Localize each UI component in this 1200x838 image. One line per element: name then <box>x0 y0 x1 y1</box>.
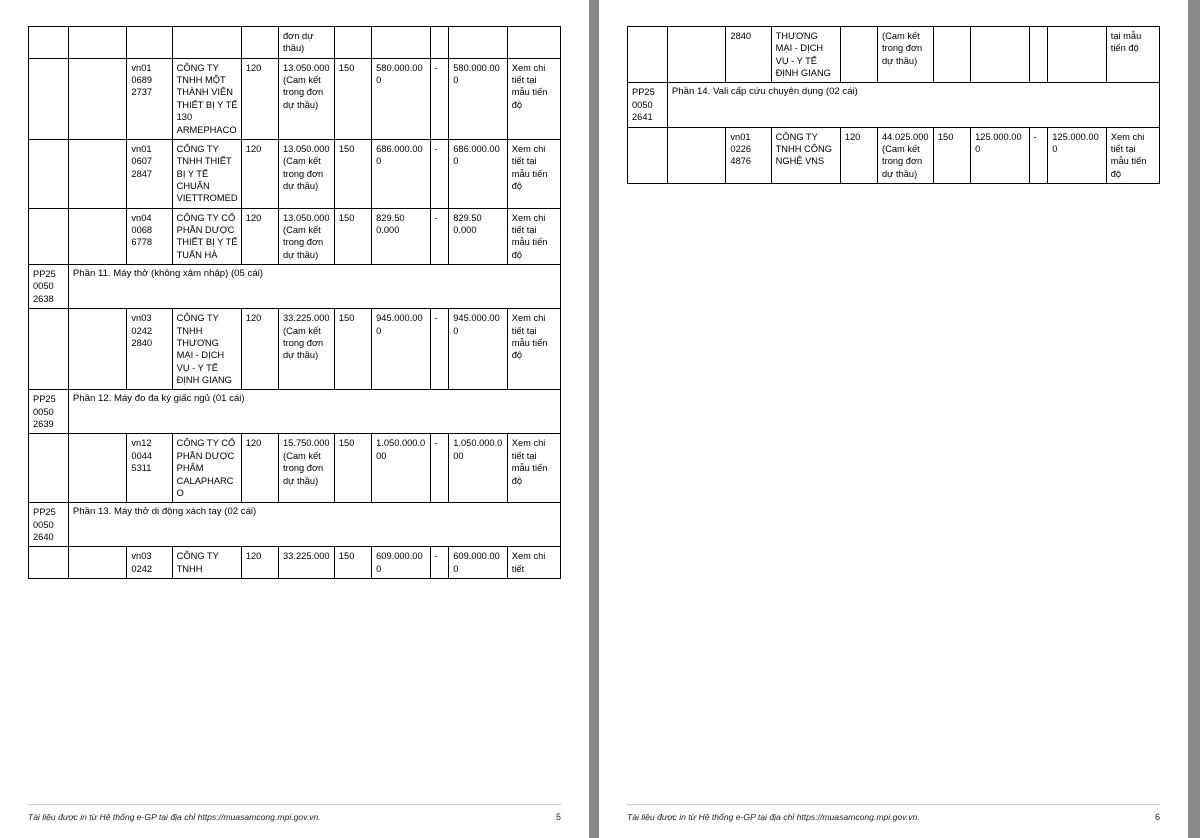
table-row <box>29 27 561 59</box>
cell-note: Xem chi tiết tại mẫu tiến độ <box>1106 127 1159 183</box>
cell-section <box>68 27 127 59</box>
cell-code: PP25 0050 2641 <box>628 83 668 127</box>
cell-section <box>68 434 127 503</box>
cell-dash <box>1029 27 1048 83</box>
cell-amount: 125.000.000 <box>971 127 1030 183</box>
table-row <box>29 139 561 208</box>
bid-results-table-page-6 <box>627 26 1160 184</box>
cell-days: 150 <box>933 127 970 183</box>
cell-note: tại mẫu tiến độ <box>1106 27 1159 83</box>
cell-section-title: Phần 13. Máy thở di động xách tay (02 cái) <box>68 503 560 547</box>
cell-qty: 120 <box>241 58 278 139</box>
cell-code: PP25 0050 2640 <box>29 503 69 547</box>
cell-qty: 120 <box>241 309 278 390</box>
cell-days: 150 <box>334 208 371 264</box>
page-number: 6 <box>1154 812 1160 822</box>
cell-code <box>29 434 69 503</box>
cell-total: 125.000.000 <box>1048 127 1107 183</box>
cell-supplier-name: CÔNG TY TNHH THƯƠNG MẠI - DỊCH VỤ - Y TẾ ĐỊNH GIANG <box>172 309 241 390</box>
cell-supplier-name: CÔNG TY TNHH THIẾT BỊ Y TẾ CHUẨN VIETTROMED <box>172 139 241 208</box>
footer-text: Tài liệu được in từ Hệ thống e-GP tại địa chỉ https://muasamcong.mpi.gov.vn. <box>28 812 321 822</box>
cell-unit-price: 13.050.000 (Cam kết trong đơn dự thầu) <box>279 208 335 264</box>
cell-supplier-code: vn01 0226 4876 <box>726 127 771 183</box>
cell-days <box>334 27 371 59</box>
cell-total: 609.000.000 <box>449 547 508 579</box>
cell-unit-price: 44.025.000 (Cam kết trong đơn dự thầu) <box>878 127 934 183</box>
table-section-row <box>29 390 561 434</box>
cell-section <box>68 139 127 208</box>
cell-days: 150 <box>334 309 371 390</box>
cell-amount: 945.000.000 <box>372 309 431 390</box>
cell-total: 829.50 0.000 <box>449 208 508 264</box>
page-footer <box>627 804 1160 822</box>
cell-days: 150 <box>334 434 371 503</box>
table-row <box>628 27 1160 83</box>
cell-code <box>628 127 668 183</box>
cell-qty <box>241 27 278 59</box>
table-section-row <box>29 503 561 547</box>
cell-qty: 120 <box>241 434 278 503</box>
cell-qty <box>840 27 877 83</box>
cell-note: Xem chi tiết tại mẫu tiến độ <box>507 309 560 390</box>
cell-note: Xem chi tiết tại mẫu tiến độ <box>507 208 560 264</box>
cell-total <box>449 27 508 59</box>
cell-total: 1.050.000.000 <box>449 434 508 503</box>
cell-note: Xem chi tiết tại mẫu tiến độ <box>507 434 560 503</box>
cell-unit-price: 33.225.000 <box>279 547 335 579</box>
cell-code <box>29 309 69 390</box>
cell-section-title: Phần 11. Máy thở (không xâm nhập) (05 cái) <box>68 265 560 309</box>
cell-supplier-code: vn01 0607 2847 <box>127 139 172 208</box>
cell-dash <box>430 27 449 59</box>
cell-code <box>29 208 69 264</box>
cell-supplier-code <box>127 27 172 59</box>
cell-days <box>933 27 970 83</box>
cell-dash: - <box>430 434 449 503</box>
cell-amount: 580.000.000 <box>372 58 431 139</box>
cell-qty: 120 <box>241 139 278 208</box>
cell-note <box>507 27 560 59</box>
table-row <box>29 547 561 579</box>
cell-supplier-name: CÔNG TY CỔ PHẦN DƯỢC THIẾT BỊ Y TẾ TUẤN HÀ <box>172 208 241 264</box>
page-number: 5 <box>555 812 561 822</box>
cell-code: PP25 0050 2639 <box>29 390 69 434</box>
cell-total <box>1048 27 1107 83</box>
cell-unit-price: 15.750.000 (Cam kết trong đơn dự thầu) <box>279 434 335 503</box>
table-section-row <box>628 83 1160 127</box>
cell-supplier-name: CÔNG TY TNHH <box>172 547 241 579</box>
cell-unit-price: 33.225.000 (Cam kết trong đơn dự thầu) <box>279 309 335 390</box>
table-row <box>29 58 561 139</box>
cell-code <box>628 27 668 83</box>
cell-dash: - <box>430 309 449 390</box>
cell-section <box>68 309 127 390</box>
cell-code <box>29 58 69 139</box>
cell-amount: 609.000.000 <box>372 547 431 579</box>
cell-unit-price: 13.050.000 (Cam kết trong đơn dự thầu) <box>279 58 335 139</box>
page-5-body <box>28 26 561 786</box>
cell-supplier-code: vn03 0242 <box>127 547 172 579</box>
cell-supplier-name <box>172 27 241 59</box>
cell-unit-price: 13.050.000 (Cam kết trong đơn dự thầu) <box>279 139 335 208</box>
table-section-row <box>29 265 561 309</box>
cell-supplier-code: 2840 <box>726 27 771 83</box>
cell-supplier-code: vn03 0242 2840 <box>127 309 172 390</box>
table-row <box>628 127 1160 183</box>
cell-note: Xem chi tiết tại mẫu tiến độ <box>507 139 560 208</box>
page-6-body <box>627 26 1160 786</box>
cell-note: Xem chi tiết <box>507 547 560 579</box>
document-page-5 <box>0 0 589 838</box>
bid-results-table-page-5 <box>28 26 561 579</box>
cell-supplier-code: vn12 0044 5311 <box>127 434 172 503</box>
footer-text: Tài liệu được in từ Hệ thống e-GP tại địa chỉ https://muasamcong.mpi.gov.vn. <box>627 812 920 822</box>
cell-amount: 1.050.000.000 <box>372 434 431 503</box>
cell-dash: - <box>430 139 449 208</box>
cell-note: Xem chi tiết tại mẫu tiến độ <box>507 58 560 139</box>
cell-dash: - <box>430 547 449 579</box>
cell-code <box>29 547 69 579</box>
cell-section <box>667 27 726 83</box>
cell-total: 580.000.000 <box>449 58 508 139</box>
cell-code <box>29 139 69 208</box>
cell-qty: 120 <box>241 208 278 264</box>
cell-supplier-code: vn01 0689 2737 <box>127 58 172 139</box>
document-page-6 <box>599 0 1188 838</box>
cell-code: PP25 0050 2638 <box>29 265 69 309</box>
cell-amount <box>971 27 1030 83</box>
cell-supplier-name: THƯƠNG MẠI - DỊCH VỤ - Y TẾ ĐỊNH GIANG <box>771 27 840 83</box>
table-row <box>29 208 561 264</box>
cell-days: 150 <box>334 547 371 579</box>
cell-section-title: Phần 12. Máy đo đa ký giấc ngủ (01 cái) <box>68 390 560 434</box>
cell-dash: - <box>430 58 449 139</box>
cell-section <box>68 547 127 579</box>
cell-supplier-name: CÔNG TY CỔ PHẦN DƯỢC PHẨM CALAPHARCO <box>172 434 241 503</box>
cell-section <box>68 208 127 264</box>
cell-amount: 829.50 0.000 <box>372 208 431 264</box>
table-row <box>29 309 561 390</box>
cell-total: 686.000.000 <box>449 139 508 208</box>
cell-total: 945.000.000 <box>449 309 508 390</box>
cell-qty: 120 <box>840 127 877 183</box>
table-row <box>29 434 561 503</box>
cell-unit-price: đơn dự thầu) <box>279 27 335 59</box>
cell-amount <box>372 27 431 59</box>
cell-supplier-code: vn04 0068 6778 <box>127 208 172 264</box>
cell-supplier-name: CÔNG TY TNHH CÔNG NGHỆ VNS <box>771 127 840 183</box>
cell-code <box>29 27 69 59</box>
cell-amount: 686.000.000 <box>372 139 431 208</box>
cell-dash: - <box>430 208 449 264</box>
cell-days: 150 <box>334 139 371 208</box>
cell-section-title: Phần 14. Vali cấp cứu chuyên dụng (02 cái) <box>667 83 1159 127</box>
cell-section <box>68 58 127 139</box>
cell-unit-price: (Cam kết trong đơn dự thầu) <box>878 27 934 83</box>
cell-days: 150 <box>334 58 371 139</box>
page-footer <box>28 804 561 822</box>
cell-qty: 120 <box>241 547 278 579</box>
cell-dash: - <box>1029 127 1048 183</box>
cell-section <box>667 127 726 183</box>
cell-supplier-name: CÔNG TY TNHH MỘT THÀNH VIÊN THIẾT BỊ Y TẾ 130 ARMEPHACO <box>172 58 241 139</box>
